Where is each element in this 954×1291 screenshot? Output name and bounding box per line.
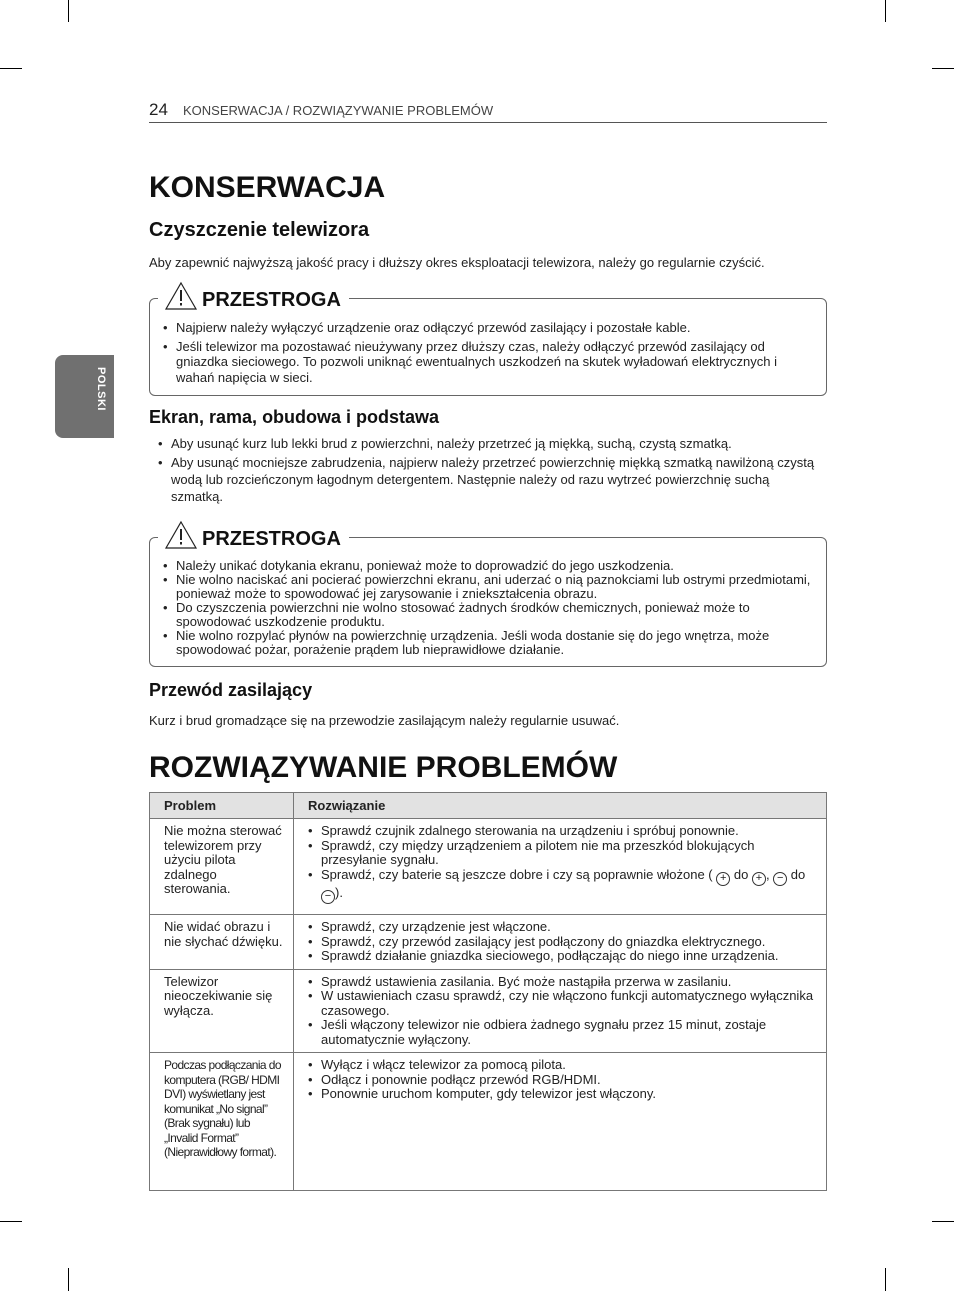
battery-text: , xyxy=(765,866,774,882)
page-number: 24 xyxy=(149,100,168,119)
solution-list xyxy=(308,1058,818,1102)
problem-cell: Nie widać obrazu i nie słychać dźwięku. xyxy=(150,915,294,970)
minus-symbol-icon: − xyxy=(321,890,335,904)
list-item: • W ustawieniach czasu sprawdź, czy nie włączono funkcji automatycznego wyłącznika czasowego. xyxy=(308,989,818,1018)
list-item: • Sprawdź czujnik zdalnego sterowania na urządzeniu i spróbuj ponownie. xyxy=(308,824,818,839)
page-header xyxy=(149,100,827,123)
list-item: • Jeśli telewizor ma pozostawać nieużywany przez dłuższy czas, należy odłączyć przewód zasilający od gniazdka sieciowego. To pozwoli uniknąć ewentualnych uszkodzeń na skutek wyładowań elektrycznych i wahań napięcia w sieci. xyxy=(163,339,813,386)
section-title-troubleshooting: ROZWIĄZYWANIE PROBLEMÓW xyxy=(149,751,618,784)
table-row xyxy=(150,915,827,970)
caution-list xyxy=(163,559,813,657)
solution-cell xyxy=(294,915,827,970)
list-item: • Ponownie uruchom komputer, gdy telewizor jest włączony. xyxy=(308,1087,818,1102)
solution-cell xyxy=(294,819,827,915)
caution-list xyxy=(163,320,813,385)
list-item: • Najpierw należy wyłączyć urządzenie oraz odłączyć przewód zasilający i pozostałe kable. xyxy=(163,320,813,336)
caution-header xyxy=(158,514,349,550)
section-title-maintenance: KONSERWACJA xyxy=(149,171,386,204)
table-row xyxy=(150,819,827,915)
battery-text: ). xyxy=(335,884,343,900)
list-item: • Sprawdź ustawienia zasilania. Być może nastąpiła przerwa w zasilaniu. xyxy=(308,975,818,990)
plus-symbol-icon: + xyxy=(716,872,730,886)
problem-cell: Podczas podłączania do komputera (RGB/ HDMI DVI) wyświetlany jest komunikat „No signal” (Brak sygnału) lub „Invalid Format” (Nieprawidłowy format). xyxy=(150,1053,294,1191)
problem-cell: Nie można sterować telewizorem przy użyciu pilota zdalnego sterowania. xyxy=(150,819,294,915)
running-title: KONSERWACJA / ROZWIĄZYWANIE PROBLEMÓW xyxy=(183,103,494,118)
crop-mark xyxy=(932,68,954,69)
plus-symbol-icon: + xyxy=(752,872,766,886)
caution-title: PRZESTROGA xyxy=(202,289,341,311)
heading-power-cord: Przewód zasilający xyxy=(149,680,313,700)
list-item: • Aby usunąć kurz lub lekki brud z powierzchni, należy przetrzeć ją miękką, suchą, czystą szmatką. xyxy=(158,436,823,452)
list-item: • Aby usunąć mocniejsze zabrudzenia, najpierw należy przetrzeć powierzchnię miękką szmatką nawilżoną czystą wodą lub rozcieńczonym łagodnym detergentem. Następnie należy od razu wytrzeć powierzchnię suchą szmatką. xyxy=(158,454,823,505)
crop-mark xyxy=(68,1268,69,1291)
screen-list xyxy=(158,436,823,505)
list-item: • Jeśli włączony telewizor nie odbiera żadnego sygnału przez 15 minut, zostaje automatycznie wyłączony. xyxy=(308,1018,818,1047)
problem-cell: Telewizor nieoczekiwanie się wyłącza. xyxy=(150,969,294,1053)
troubleshooting-table xyxy=(149,792,827,1191)
list-item: • Sprawdź, czy urządzenie jest włączone. xyxy=(308,920,818,935)
table-header-row xyxy=(150,793,827,819)
column-header-problem: Problem xyxy=(150,793,294,819)
battery-text: do xyxy=(730,866,752,882)
crop-mark xyxy=(0,1221,22,1222)
list-item: • Należy unikać dotykania ekranu, ponieważ może to doprowadzić do jego uszkodzenia. xyxy=(163,559,813,573)
solution-list xyxy=(308,975,818,1048)
crop-mark xyxy=(0,68,22,69)
crop-mark xyxy=(932,1221,954,1222)
caution-header xyxy=(158,275,349,311)
language-tab-label: POLSKI xyxy=(95,367,107,411)
table-row xyxy=(150,969,827,1053)
solution-list xyxy=(308,920,818,964)
list-item: • Sprawdź działanie gniazdka sieciowego, podłączając do niego inne urządzenia. xyxy=(308,949,818,964)
battery-text: Sprawdź, czy baterie są jeszcze dobre i czy są poprawnie włożone ( xyxy=(321,866,713,882)
minus-symbol-icon: − xyxy=(773,872,787,886)
list-item: • Nie wolno naciskać ani pocierać powierzchni ekranu, ani uderzać o nią paznokciami lub ostrymi przedmiotami, ponieważ może to spowodować jej zarysowanie i zniekształcenia obrazu. xyxy=(163,573,813,601)
warning-triangle-icon xyxy=(164,281,198,311)
language-tab xyxy=(55,355,114,438)
list-item: • Do czyszczenia powierzchni nie wolno stosować żadnych środków chemicznych, ponieważ może to spowodować uszkodzenie produktu. xyxy=(163,601,813,629)
caution-title: PRZESTROGA xyxy=(202,528,341,550)
list-item: • Nie wolno rozpylać płynów na powierzchnię urządzenia. Jeśli woda dostanie się do jego wnętrza, może spowodować pożar, porażenie prądem lub nieprawidłowe działanie. xyxy=(163,629,813,657)
crop-mark xyxy=(68,0,69,22)
solution-cell xyxy=(294,969,827,1053)
crop-mark xyxy=(885,0,886,22)
list-item: • Sprawdź, czy między urządzeniem a pilotem nie ma przeszkód blokujących przesyłanie sygnału. xyxy=(308,839,818,868)
crop-mark xyxy=(885,1268,886,1291)
list-item xyxy=(308,868,818,904)
cleaning-intro: Aby zapewnić najwyższą jakość pracy i dłuższy okres eksploatacji telewizora, należy go regularnie czyścić. xyxy=(149,255,765,270)
solution-list xyxy=(308,824,818,904)
list-item: • Odłącz i ponownie podłącz przewód RGB/HDMI. xyxy=(308,1073,818,1088)
list-item: • Sprawdź, czy przewód zasilający jest podłączony do gniazdka elektrycznego. xyxy=(308,935,818,950)
heading-cleaning: Czyszczenie telewizora xyxy=(149,219,370,241)
solution-cell xyxy=(294,1053,827,1191)
column-header-solution: Rozwiązanie xyxy=(294,793,827,819)
caution-box xyxy=(149,528,827,667)
heading-screen: Ekran, rama, obudowa i podstawa xyxy=(149,407,440,427)
caution-box xyxy=(149,289,827,396)
warning-triangle-icon xyxy=(164,520,198,550)
list-item: • Wyłącz i włącz telewizor za pomocą pilota. xyxy=(308,1058,818,1073)
table-row xyxy=(150,1053,827,1191)
power-cord-text: Kurz i brud gromadzące się na przewodzie zasilającym należy regularnie usuwać. xyxy=(149,713,620,728)
battery-text: do xyxy=(787,866,806,882)
